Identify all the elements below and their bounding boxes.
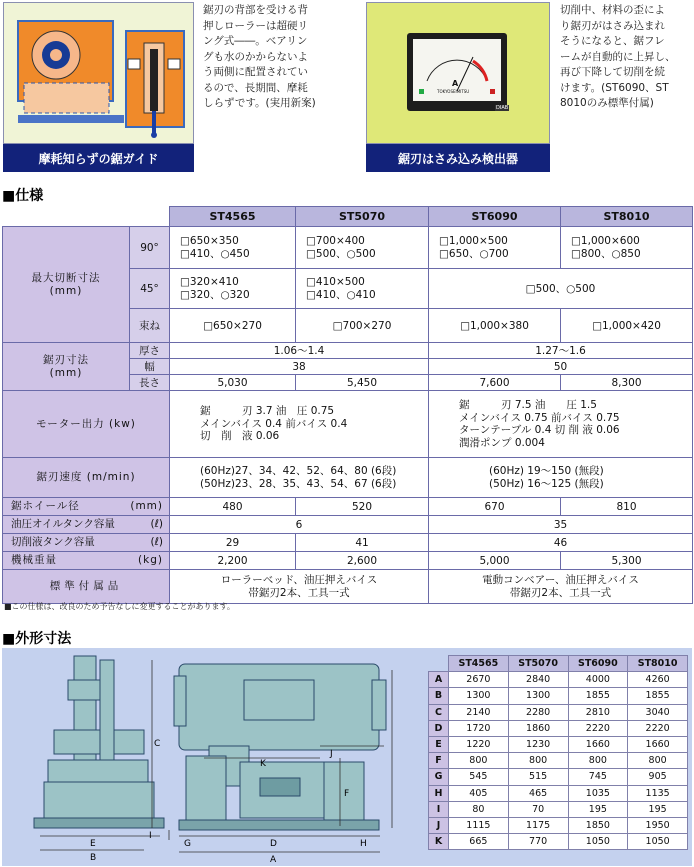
- max-cut-label: 最大切断寸法 (mm): [3, 227, 130, 343]
- spec-row-accessories: [3, 570, 693, 604]
- dims-cell: 1220: [449, 736, 509, 752]
- spec-row-oil-tank: [3, 516, 693, 534]
- bundle-st8010: □1,000×420: [561, 309, 693, 343]
- dims-cell: 2140: [449, 704, 509, 720]
- max-cut-45-st5070: □410×500 □410、○410: [296, 269, 429, 309]
- width-st4565-st5070: 38: [170, 359, 429, 375]
- weight-st6090: 5,000: [429, 552, 561, 570]
- dims-row-key: J: [429, 817, 449, 833]
- dims-row-key: F: [429, 753, 449, 769]
- coolant-tank-label: 切削液タンク容量 (ℓ): [3, 534, 170, 552]
- dims-cell: 800: [449, 753, 509, 769]
- dims-row: [429, 672, 688, 688]
- dims-cell: 1135: [628, 785, 688, 801]
- blade-size-label: 鋸刃寸法 (mm): [3, 343, 130, 391]
- accessories-st4565-st5070: ローラーベッド、油圧押えバイス 帯鋸刃2本、工具一式: [170, 570, 429, 604]
- dims-row: [429, 704, 688, 720]
- dims-table: [428, 655, 688, 850]
- dims-cell: 1855: [628, 688, 688, 704]
- wheel-st5070: 520: [296, 498, 429, 516]
- dim-letter-b: B: [90, 853, 97, 863]
- dim-letter-f: F: [344, 789, 350, 799]
- dims-cell: 1050: [568, 834, 628, 850]
- dims-cell: 2840: [508, 672, 568, 688]
- thickness-st4565-st5070: 1.06～1.4: [170, 343, 429, 359]
- side-view: [174, 664, 386, 830]
- spec-model-0: ST4565: [170, 207, 296, 227]
- dims-cell: 4260: [628, 672, 688, 688]
- saw-guide-description: 鋸刃の背部を受ける背 押しローラーは超硬リ ング式――。ベアリン グも水のかからないよ う両側に配置されてい るので、長期間、摩耗 しらずです。(実用新案): [203, 4, 316, 109]
- length-st6090: 7,600: [429, 375, 561, 391]
- dim-letter-d: D: [270, 839, 277, 849]
- dims-row: [429, 801, 688, 817]
- dims-section-title: ■外形寸法: [2, 631, 72, 647]
- wheel-st4565: 480: [170, 498, 296, 516]
- saw-guide-drawing: [4, 3, 193, 143]
- dims-cell: 80: [449, 801, 509, 817]
- dims-cell: 195: [628, 801, 688, 817]
- dims-cell: 800: [628, 753, 688, 769]
- dims-row: [429, 720, 688, 736]
- saw-guide-illustration: [3, 2, 194, 144]
- oil-tank-st4565-st5070: 6: [170, 516, 429, 534]
- wheel-st8010: 810: [561, 498, 693, 516]
- spec-row-motor: [3, 391, 693, 458]
- angle-45-label: 45°: [130, 269, 170, 309]
- saw-guide-caption: 摩耗知らずの鋸ガイド: [3, 144, 194, 172]
- dims-cell: 800: [508, 753, 568, 769]
- dims-cell: 1850: [568, 817, 628, 833]
- coolant-tank-st4565: 29: [170, 534, 296, 552]
- oil-tank-label: 油圧オイルタンク容量 (ℓ): [3, 516, 170, 534]
- motor-label: モーター出力 (kw): [3, 391, 170, 458]
- dims-row-key: E: [429, 736, 449, 752]
- dims-cell: 2220: [628, 720, 688, 736]
- motor-st6090-st8010: 鋸 刃 7.5 油 圧 1.5 メインバイス 0.75 前バイス 0.75 ターンテーブル 0.4 切 削 液 0.06 潤滑ポンプ 0.004: [429, 391, 693, 458]
- coolant-tank-st5070: 41: [296, 534, 429, 552]
- dims-cell: 515: [508, 769, 568, 785]
- max-cut-90-st4565: □650×350 □410、○450: [170, 227, 296, 269]
- spec-note: ■この仕様は、改良のため予告なしに変更することがあります。: [4, 602, 235, 611]
- dims-row-key: I: [429, 801, 449, 817]
- spec-row-thickness: [3, 343, 693, 359]
- dims-cell: 545: [449, 769, 509, 785]
- dims-cell: 905: [628, 769, 688, 785]
- length-st5070: 5,450: [296, 375, 429, 391]
- dims-cell: 405: [449, 785, 509, 801]
- pinch-detector-description: 切削中、材料の歪によ り鋸刃がはさみ込まれ そうになると、鋸フレ ームが自動的に上昇し、 再び下降して切削を続 けます。(ST6090、ST 8010のみ標準付属): [560, 4, 676, 109]
- angle-90-label: 90°: [130, 227, 170, 269]
- dims-cell: 1035: [568, 785, 628, 801]
- spec-row-wheel: [3, 498, 693, 516]
- oil-tank-st6090-st8010: 35: [429, 516, 693, 534]
- spec-model-2: ST6090: [429, 207, 561, 227]
- dims-row-key: B: [429, 688, 449, 704]
- dims-row: [429, 688, 688, 704]
- dim-letter-c: C: [154, 739, 161, 749]
- weight-st4565: 2,200: [170, 552, 296, 570]
- dims-row: [429, 753, 688, 769]
- dim-letter-h: H: [360, 839, 367, 849]
- length-label: 長さ: [130, 375, 170, 391]
- dims-row: [429, 817, 688, 833]
- dims-cell: 1300: [449, 688, 509, 704]
- meter-nameplate: DIAB: [496, 105, 509, 111]
- accessories-label: 標準付属品: [3, 570, 170, 604]
- dims-cell: 1860: [508, 720, 568, 736]
- dim-letter-g: G: [184, 839, 191, 849]
- dims-cell: 665: [449, 834, 509, 850]
- dims-cell: 770: [508, 834, 568, 850]
- weight-st8010: 5,300: [561, 552, 693, 570]
- dims-cell: 2810: [568, 704, 628, 720]
- dims-model-0: ST4565: [449, 656, 509, 672]
- dim-letter-a: A: [270, 855, 277, 865]
- dims-cell: 745: [568, 769, 628, 785]
- spec-row-coolant-tank: [3, 534, 693, 552]
- accessories-st6090-st8010: 電動コンベアー、油圧押えバイス 帯鋸刃2本、工具一式: [429, 570, 693, 604]
- spec-model-1: ST5070: [296, 207, 429, 227]
- dims-cell: 2280: [508, 704, 568, 720]
- dim-letter-k: K: [260, 759, 266, 769]
- dims-header-row: [429, 656, 688, 672]
- thickness-label: 厚さ: [130, 343, 170, 359]
- dims-row-key: K: [429, 834, 449, 850]
- spec-section-title: ■仕様: [2, 188, 44, 204]
- dims-row-key: H: [429, 785, 449, 801]
- dims-cell: 800: [568, 753, 628, 769]
- dims-cell: 1300: [508, 688, 568, 704]
- dims-cell: 1855: [568, 688, 628, 704]
- wheel-st6090: 670: [429, 498, 561, 516]
- length-st4565: 5,030: [170, 375, 296, 391]
- spec-header-row: [3, 207, 693, 227]
- motor-st4565-st5070: 鋸 刃 3.7 油 圧 0.75 メインバイス 0.4 前バイス 0.4 切 削 液 0.06: [170, 391, 429, 458]
- speed-label: 鋸刃速度 (m/min): [3, 458, 170, 498]
- meter-brand: TOKYOSEIMITSU: [437, 89, 470, 94]
- dims-model-2: ST6090: [568, 656, 628, 672]
- dims-row-key: G: [429, 769, 449, 785]
- dims-cell: 1660: [568, 736, 628, 752]
- speed-st4565-st5070: (60Hz)27、34、42、52、64、80 (6段) (50Hz)23、28、35、43、54、67 (6段): [170, 458, 429, 498]
- dims-cell: 4000: [568, 672, 628, 688]
- max-cut-90-st6090: □1,000×500 □650、○700: [429, 227, 561, 269]
- wheel-label: 鋸ホイール径 (mm): [3, 498, 170, 516]
- dims-model-3: ST8010: [628, 656, 688, 672]
- spec-row-speed: [3, 458, 693, 498]
- dims-model-1: ST5070: [508, 656, 568, 672]
- thickness-st6090-st8010: 1.27～1.6: [429, 343, 693, 359]
- dims-cell: 1175: [508, 817, 568, 833]
- dims-row: [429, 769, 688, 785]
- width-st6090-st8010: 50: [429, 359, 693, 375]
- dims-row: [429, 785, 688, 801]
- dims-row: [429, 834, 688, 850]
- dims-row-key: C: [429, 704, 449, 720]
- speed-st6090-st8010: (60Hz) 19～150 (無段) (50Hz) 16～125 (無段): [429, 458, 693, 498]
- max-cut-45-st4565: □320×410 □320、○320: [170, 269, 296, 309]
- dims-cell: 70: [508, 801, 568, 817]
- pinch-detector-caption: 鋸刃はさみ込み検出器: [366, 144, 550, 172]
- dims-cell: 1720: [449, 720, 509, 736]
- dim-letter-j: J: [330, 749, 333, 759]
- dims-cell: 3040: [628, 704, 688, 720]
- dims-cell: 195: [568, 801, 628, 817]
- dims-cell: 1115: [449, 817, 509, 833]
- bundle-st5070: □700×270: [296, 309, 429, 343]
- spec-row-90: [3, 227, 693, 269]
- spec-model-3: ST8010: [561, 207, 693, 227]
- dims-cell: 1230: [508, 736, 568, 752]
- max-cut-45-st6090-st8010: □500、○500: [429, 269, 693, 309]
- length-st8010: 8,300: [561, 375, 693, 391]
- max-cut-90-st8010: □1,000×600 □800、○850: [561, 227, 693, 269]
- coolant-tank-st6090-st8010: 46: [429, 534, 693, 552]
- dim-letter-e: E: [90, 839, 96, 849]
- dims-cell: 1950: [628, 817, 688, 833]
- weight-st5070: 2,600: [296, 552, 429, 570]
- dims-row: [429, 736, 688, 752]
- dims-row-key: A: [429, 672, 449, 688]
- bundle-st6090: □1,000×380: [429, 309, 561, 343]
- dims-cell: 2670: [449, 672, 509, 688]
- dims-cell: 2220: [568, 720, 628, 736]
- machine-drawing: [4, 650, 424, 865]
- weight-label: 機械重量 (kg): [3, 552, 170, 570]
- dims-row-key: D: [429, 720, 449, 736]
- dims-cell: 1660: [628, 736, 688, 752]
- meter-unit-label: A: [452, 79, 459, 88]
- pinch-detector-photo: [366, 2, 550, 144]
- dim-letter-i: I: [149, 831, 152, 841]
- dims-cell: 465: [508, 785, 568, 801]
- dims-cell: 1050: [628, 834, 688, 850]
- front-view: [34, 656, 164, 828]
- max-cut-90-st5070: □700×400 □500、○500: [296, 227, 429, 269]
- spec-table: [2, 206, 693, 604]
- width-label: 幅: [130, 359, 170, 375]
- bundle-label: 束ね: [130, 309, 170, 343]
- spec-row-weight: [3, 552, 693, 570]
- bundle-st4565: □650×270: [170, 309, 296, 343]
